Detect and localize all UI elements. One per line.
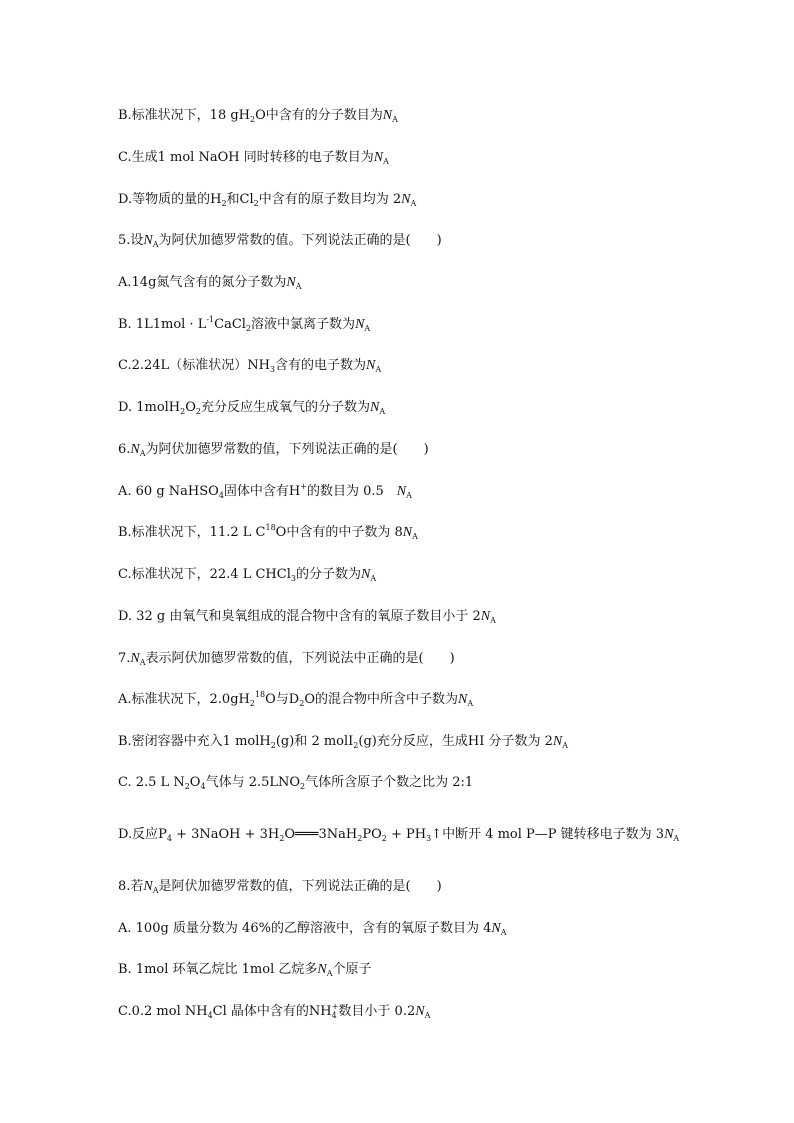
option-d-q4: D.等物质的量的$H_2$和$Cl_2$中含有的原子数目均为 $2N_A$: [118, 192, 417, 208]
question-8-stem: 8.若$N_A$是阿伏加德罗常数的值，下列说法正确的是( ): [118, 879, 442, 895]
question-6-stem: $6.N_A$为阿伏加德罗常数的值，下列说法正确的是( ): [118, 442, 429, 458]
option-b-q4: B.标准状况下，18 $gH_2O$中含有的分子数目为$N_A$: [118, 108, 398, 124]
question-5-stem: 5.设$N_A$为阿伏加德罗常数的值。下列说法正确的是( ): [118, 233, 442, 249]
option-d-q5: D. $1molH_2O_2$充分反应生成氧气的分子数为$N_A$: [118, 400, 386, 416]
option-b-q5: B. $1L1mol \cdot L^{-1}CaCl_2$溶液中氯离子数为$N_A$: [118, 315, 371, 333]
option-a-q6: A. 60 g NaHSO$_4$固体中含有H+的数目为 0.5 $N_A$: [118, 482, 412, 500]
option-b-q7: B.密闭容器中充入1 molH$_2$(g)和 2 molI$_2$(g)充分反应，生成HI 分子数为 $2N_A$: [118, 734, 568, 750]
option-c-q7: C. 2.5 L $N_2O_4$气体与 $2.5LNO_2$气体所含原子个数之比为 2:1: [118, 775, 474, 791]
option-a-q8: A. 100g 质量分数为 46%的乙醇溶液中，含有的氧原子数目为 $4N_A$: [118, 921, 507, 937]
option-c-q5: C.2.24L（标准状况）$NH_3$含有的电子数为$N_A$: [118, 358, 382, 374]
option-c-q6: C.标准状况下，22.4 L CHCl$_3$的分子数为$N_A$: [118, 567, 377, 583]
option-b-q8: B. 1mol 环氧乙烷比 1mol 乙烷多$N_A$个原子: [118, 962, 372, 978]
option-a-q5: A.14g氮气含有的氮分子数为$N_A$: [118, 275, 302, 291]
option-d-q7: D.反应$P_4$ + 3NaOH + $3H_2O═══3NaH_2PO_2$ + $PH_3↑$中断开 4 mol P—P 键转移电子数为 $3N_A$: [118, 827, 680, 843]
option-a-q7: A.标准状况下，$2.0gH_2^{18}O$与$D_2O$的混合物中所含中子数为$N_A$: [118, 690, 474, 708]
option-c-q4: C.生成1 mol NaOH 同时转移的电子数目为$N_A$: [118, 150, 389, 166]
option-c-q8: C.0.2 mol $NH_4Cl$ 晶体中含有的$NH_4^+$数目小于 $0.2N_A$: [118, 1002, 431, 1020]
option-d-q6: D. 32 g 由氧气和臭氧组成的混合物中含有的氧原子数目小于 $2N_A$: [118, 609, 496, 625]
option-b-q6: B.标准状况下，11.2 L $C^{18}O$中含有的中子数为 $8N_A$: [118, 523, 418, 541]
question-7-stem: $7.N_A$表示阿伏加德罗常数的值，下列说法中正确的是( ): [118, 651, 455, 667]
